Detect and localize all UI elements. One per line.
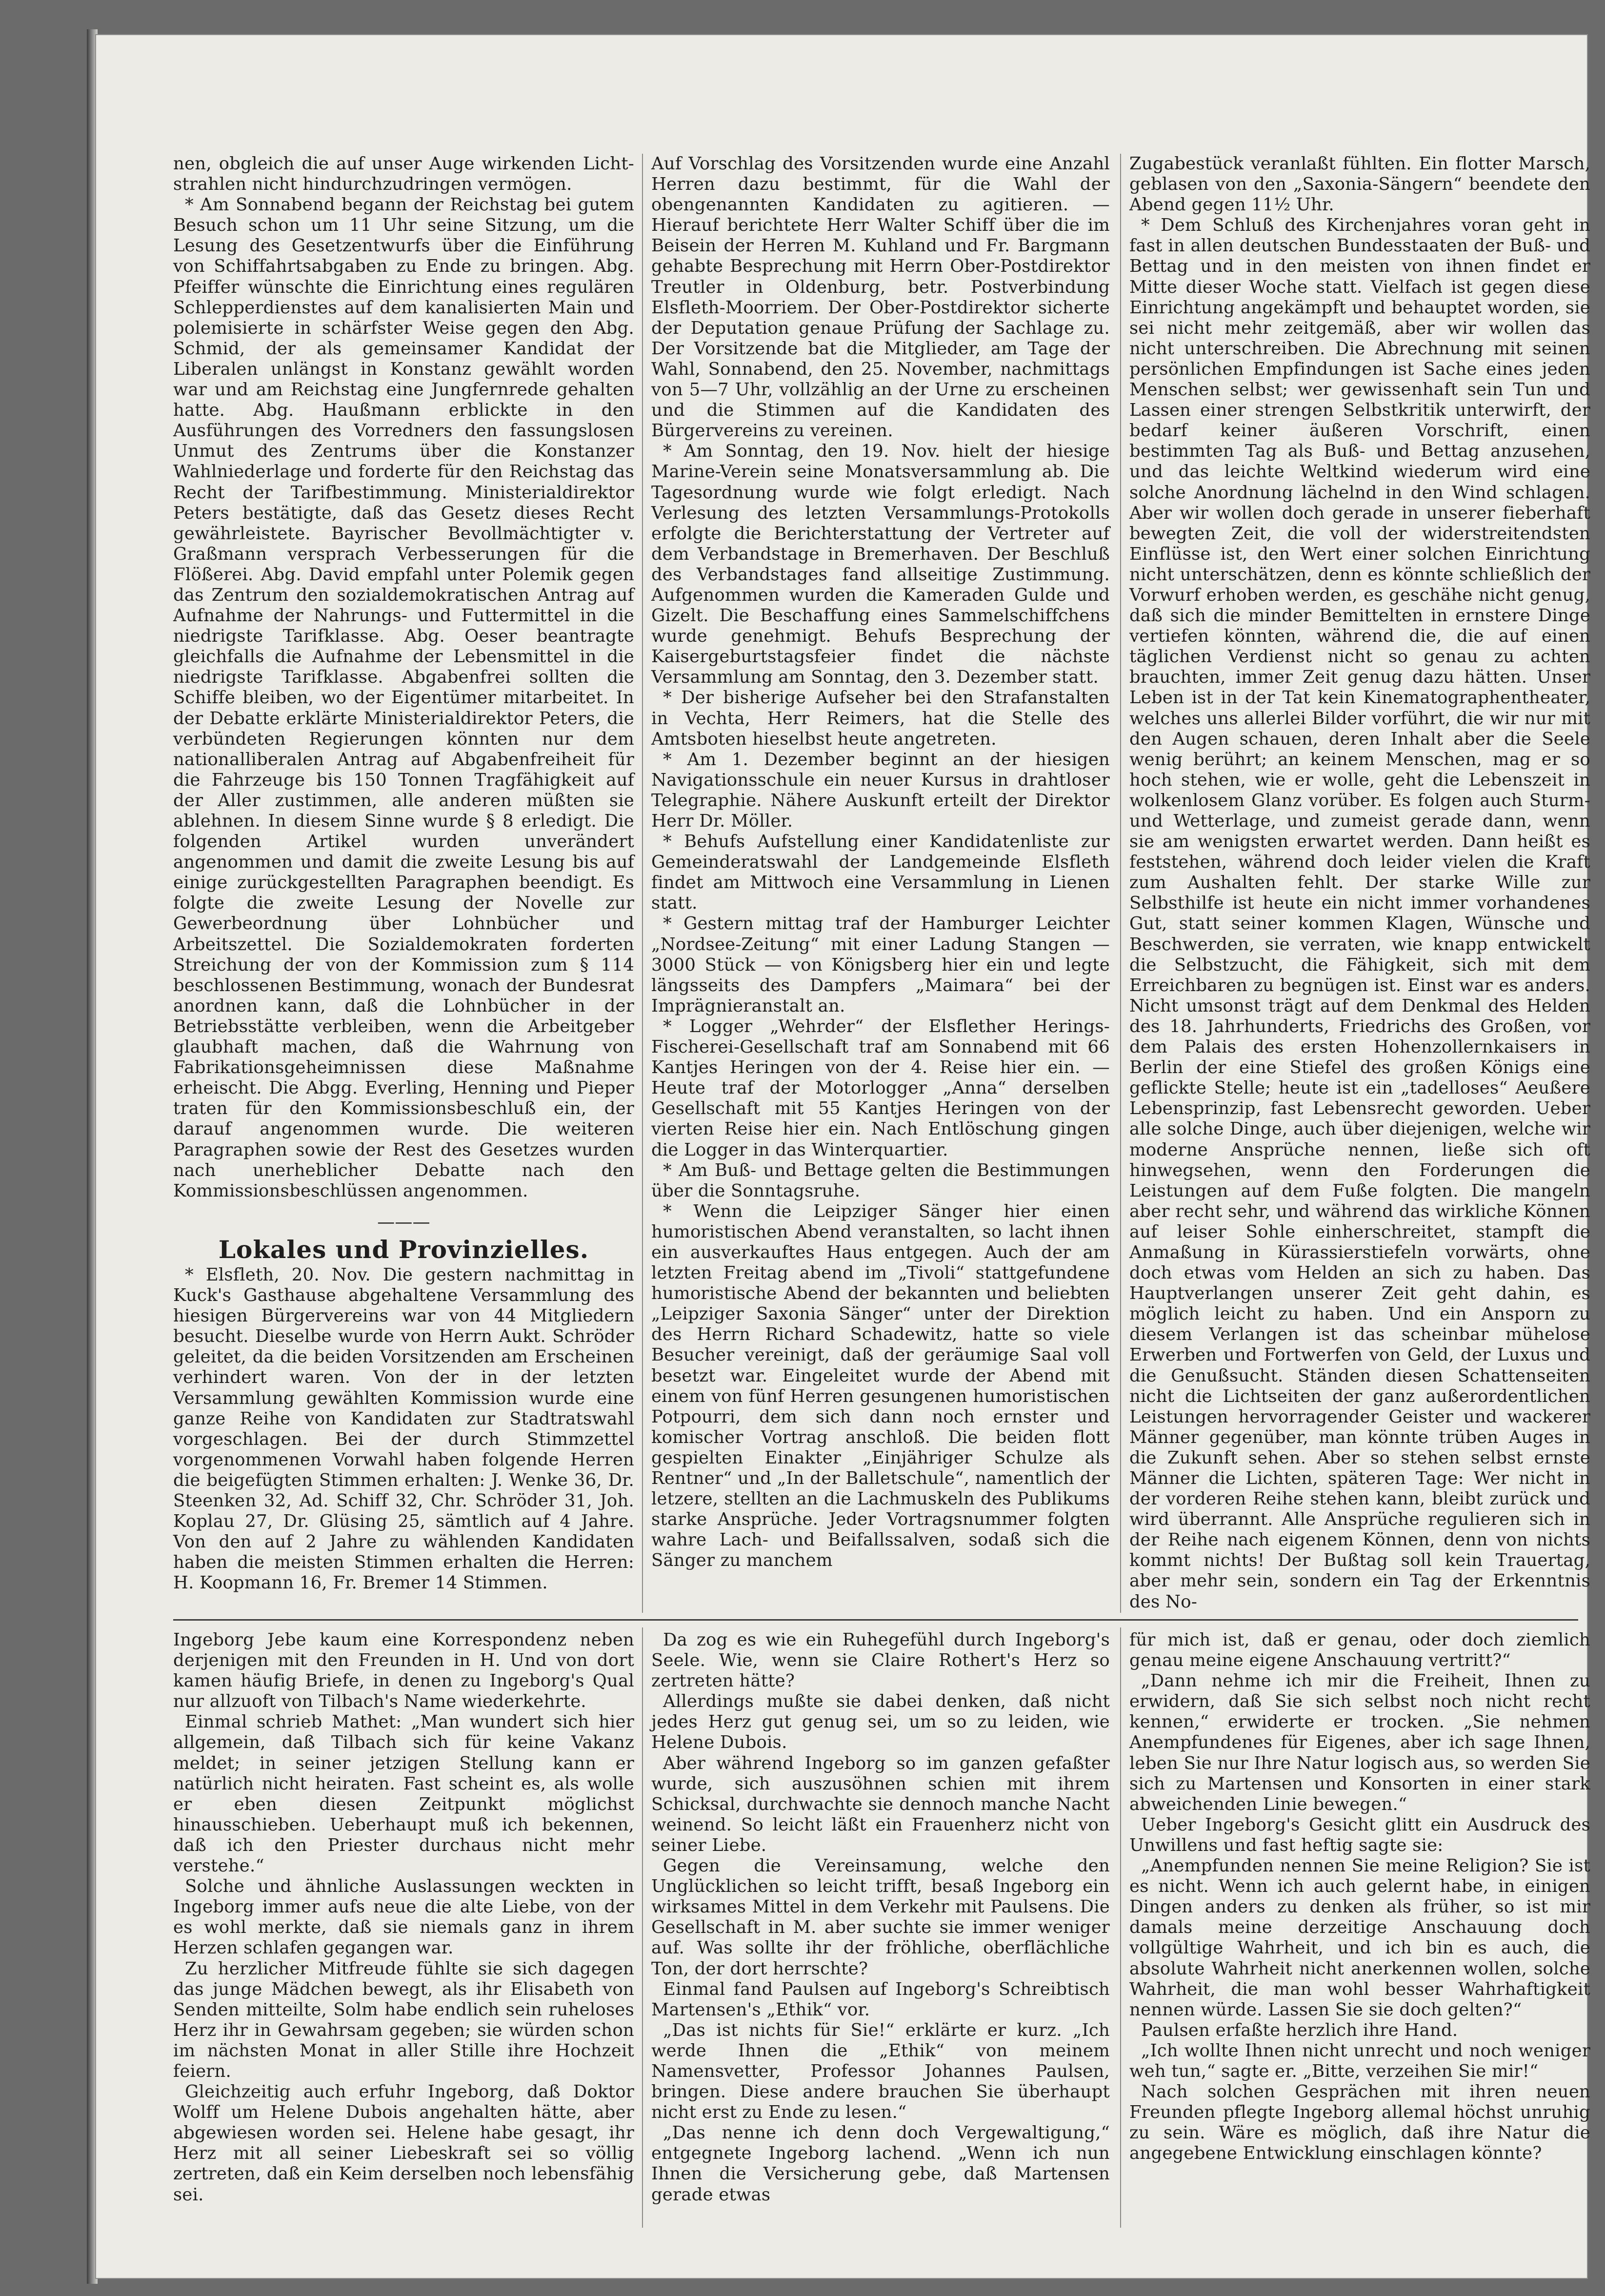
feuilleton-rule <box>173 1619 1578 1621</box>
story-paragraph: „Das ist nichts für Sie!“ erklärte er kurz. „Ich werde Ihnen die „Ethik“ von meinem Namensvetter, Professor Johannes Paulsen, bringen. Diese andere brauchen Sie überhaupt nicht erst zu Ende zu lesen.“ <box>651 2020 1110 2123</box>
column-divider <box>1120 1627 1121 2228</box>
story-paragraph: Ingeborg Jebe kaum eine Korrespondenz neben derjenigen mit den Freunden in H. Und von dort kamen häufig Briefe, in denen zu Ingeborg's Qual nur allzuoft von Tilbach's Name wiederkehrte. <box>173 1630 634 1712</box>
story-paragraph: „Dann nehme ich mir die Freiheit, Ihnen zu erwidern, daß Sie sich selbst noch nicht recht kennen,“ erwiderte er trocken. „Sie nehmen Anempfundenes für Eigenes, aber ich sage Ihnen, leben Sie nur Ihre Natur logisch aus, so werden Sie sich zu Martensen und Konsorten in einer stark abweichenden Linie bewegen.“ <box>1129 1671 1590 1814</box>
story-paragraph: Aber während Ingeborg so im ganzen gefaßter wurde, sich auszusöhnen schien mit ihrem Schicksal, durchwachte sie dennoch manche Nacht weinend. So leicht läßt ein Frauenherz nicht von seiner Liebe. <box>651 1753 1110 1855</box>
column-divider <box>1120 154 1121 1613</box>
upper-column-2 <box>651 154 1110 1571</box>
article-paragraph: Zugabestück veranlaßt fühlten. Ein flotter Marsch, geblasen von den „Saxonia-Sängern“ beendete den Abend gegen 11½ Uhr. <box>1129 154 1590 215</box>
story-paragraph: „Das nenne ich denn doch Vergewaltigung,“ entgegnete Ingeborg lachend. „Wenn ich nun Ihnen die Versicherung gebe, daß Martensen gerade etwas <box>651 2123 1110 2205</box>
story-paragraph: Paulsen erfaßte herzlich ihre Hand. <box>1141 2020 1458 2040</box>
story-paragraph: Einmal schrieb Mathet: „Man wundert sich hier allgemein, daß Tilbach sich für keine Vakanz meldet; in seiner jetzigen Stellung kann er natürlich nicht heiraten. Fast scheint es, als wolle er eben diesen Zeitpunkt möglichst hinausschieben. Ueberhaupt muß ich bekennen, daß ich den Priester durchaus nicht mehr verstehe.“ <box>173 1712 634 1876</box>
column-divider <box>642 154 643 1613</box>
article-paragraph: * Am Sonntag, den 19. Nov. hielt der hiesige Marine-Verein seine Monatsversammlung ab. Die Tagesordnung wurde wie folgt erledigt. Nach Verlesung des letzten Versammlungs-Protokolls erfolgte die Berichterstattung der Vertreter auf dem Verbandstage in Bremerhaven. Der Beschluß des Verbandstages fand allseitige Zustimmung. Aufgenommen wurden die Kameraden Gulde und Gizelt. Die Beschaffung eines Sammelschiffchens wurde genehmigt. Behufs Besprechung der Kaisergeburtstagsfeier findet die nächste Versammlung am Sonntag, den 3. Dezember statt. <box>651 441 1110 688</box>
article-paragraph: * Elsfleth, 20. Nov. Die gestern nachmittag in Kuck's Gasthause abgehaltene Versammlung des hiesigen Bürgervereins war von 44 Mitgliedern besucht. Dieselbe wurde von Herrn Aukt. Schröder geleitet, da die beiden Vorsitzenden am Erscheinen verhindert waren. Von der in der letzten Versammlung gewählten Kommission wurde eine ganze Reihe von Kandidaten zur Stadtratswahl vorgeschlagen. Bei der durch Stimmzettel vorgenommenen Vorwahl haben folgende Herren die beigefügten Stimmen erhalten: J. Wenke 36, Dr. Steenken 32, Ad. Schiff 32, Chr. Schröder 31, Joh. Koplau 27, Dr. Glüsing 25, sämtlich auf 4 Jahre. Von den auf 2 Jahre zu wählenden Kandidaten haben die meisten Stimmen erhalten die Herren: H. Koopmann 16, Fr. Bremer 14 Stimmen. <box>173 1264 634 1593</box>
article-paragraph: * Behufs Aufstellung einer Kandidatenliste zur Gemeinderatswahl der Landgemeinde Elsfleth findet am Mittwoch eine Versammlung in Lienen statt. <box>651 832 1110 914</box>
separator: ——— <box>377 1212 430 1232</box>
article-paragraph: * Am 1. Dezember beginnt an der hiesigen Navigationsschule ein neuer Kursus in drahtloser Telegraphie. Nähere Auskunft erteilt der Direktor Herr Dr. Möller. <box>651 749 1110 831</box>
upper-column-3 <box>1129 154 1590 1612</box>
story-paragraph: „Anempfunden nennen Sie meine Religion? Sie ist es nicht. Wenn ich auch gelernt habe, in einigen Dingen anders zu denken als früher, so ist mir damals meine derzeitige Anschauung doch vollgültige Wahrheit, und ich bin es auch, die absolute Wahrheit nicht anerkennen wollen, solche Wahrheit, die man wohl besser Wahrhaftigkeit nennen würde. Lassen Sie sie doch gelten?“ <box>1129 1856 1590 2020</box>
feuilleton-column-3 <box>1129 1630 1590 2164</box>
story-paragraph: Solche und ähnliche Auslassungen weckten in Ingeborg immer aufs neue die alte Liebe, von der es wohl merkte, daß sie niemals ganz in ihrem Herzen schlafen gegangen war. <box>173 1876 634 1958</box>
story-paragraph: Einmal fand Paulsen auf Ingeborg's Schreibtisch Martensen's „Ethik“ vor. <box>651 1979 1110 2020</box>
story-paragraph: Allerdings mußte sie dabei denken, daß nicht jedes Herz gut genug sei, um so zu leiden, wie Helene Dubois. <box>651 1691 1110 1753</box>
article-paragraph: * Logger „Wehrder“ der Elsflether Herings-Fischerei-Gesellschaft traf am Sonnabend mit 66 Kantjes Heringen von der 4. Reise hier ein. — Heute traf der Motorlogger „Anna“ derselben Gesellschaft mit 55 Kantjes Heringen von der vierten Reise hier ein. Nach Entlöschung gingen die Logger in das Winterquartier. <box>651 1016 1110 1160</box>
article-paragraph: * Wenn die Leipziger Sänger hier einen humoristischen Abend veranstalten, so lacht ihnen ein ausverkauftes Haus entgegen. Auch der am letzten Freitag abend im „Tivoli“ stattgefundene humoristische Abend der bekannten und beliebten „Leipziger Saxonia Sänger“ unter der Direktion des Herrn Richard Schadewitz, hatte so viele Besucher vereinigt, daß der geräumige Saal voll besetzt war. Eingeleitet wurde der Abend mit einem von fünf Herren gesungenen humoristischen Potpourri, dem sich dann noch ernster und komischer Vortrag anschloß. Die beiden flott gespielten Einakter „Einjähriger Schulze als Rentner“ und „In der Balletschule“, namentlich der letzere, stellten an die Lachmuskeln des Publikums starke Ansprüche. Jeder Vortragsnummer folgten wahre Lach- und Beifallssalven, sodaß sich die Sänger zu manchem <box>651 1201 1110 1571</box>
story-paragraph: Ueber Ingeborg's Gesicht glitt ein Ausdruck des Unwillens und fast heftig sagte sie: <box>1129 1814 1590 1855</box>
column-divider <box>642 1627 643 2228</box>
story-paragraph: Da zog es wie ein Ruhegefühl durch Ingeborg's Seele. Wie, wenn sie Claire Rothert's Herz so zertreten hätte? <box>651 1630 1110 1691</box>
story-paragraph: Zu herzlicher Mitfreude fühlte sie sich dagegen das junge Mädchen bewegt, als ihr Elisabeth von Senden mitteilte, Solm habe endlich sein ruheloses Herz ihr in Gewahrsam gegeben; sie würden schon im nächsten Monat in aller Stille ihre Hochzeit feiern. <box>173 1958 634 2081</box>
feuilleton-column-1 <box>173 1630 634 2205</box>
story-paragraph: für mich ist, daß er genau, oder doch ziemlich genau meine eigene Anschauung vertritt?“ <box>1129 1630 1590 1671</box>
upper-column-1 <box>173 154 634 1593</box>
article-paragraph: * Gestern mittag traf der Hamburger Leichter „Nordsee-Zeitung“ mit einer Ladung Stangen — 3000 Stück — von Königsberg hier ein und legte längsseits des Dampfers „Maimara“ bei der Imprägnieranstalt an. <box>651 914 1110 1016</box>
article-paragraph: * Der bisherige Aufseher bei den Strafanstalten in Vechta, Herr Reimers, hat die Stelle des Amtsboten hieselbst heute angetreten. <box>651 688 1110 749</box>
story-paragraph: „Ich wollte Ihnen nicht unrecht und noch weniger weh tun,“ sagte er. „Bitte, verzeihen Sie mir!“ <box>1129 2040 1590 2081</box>
article-paragraph: * Am Sonnabend begann der Reichstag bei gutem Besuch schon um 11 Uhr seine Sitzung, um die Lesung des Gesetzentwurfs über die Einführung von Schiffahrtsabgaben zu Ende zu bringen. Abg. Pfeiffer wünschte die Einrichtung eines regulären Schlepperdienstes auf dem kanalisierten Main und polemisierte in schärfster Weise gegen den Abg. Schmid, der als gemeinsamer Kandidat der Liberalen unlängst in Konstanz gewählt worden war und am Reichstag eine Jungfernrede gehalten hatte. Abg. Haußmann erblickte in den Ausführungen des Vorredners den fassungslosen Unmut des Zentrums über die Konstanzer Wahlniederlage und forderte für den Reichstag das Recht der Tarifbestimmung. Ministerialdirektor Peters bestätigte, daß das Gesetz dieses Recht gewährleistete. Bayrischer Bevollmächtigter v. Graßmann versprach Verbesserungen für die Flößerei. Abg. David empfahl unter Polemik gegen das Zentrum den sozialdemokratischen Antrag auf Aufnahme der Nahrungs- und Futtermittel in die niedrigste Tarifklasse. Abg. Oeser beantragte gleichfalls die Aufnahme der Lebensmittel in die niedrigste Tarifklasse. Abgabenfrei sollten die Schiffe bleiben, wo der Eigentümer mitarbeitet. In der Debatte erklärte Ministerialdirektor Peters, die verbündeten Regierungen könnten nur dem nationalliberalen Antrag auf Abgabenfreiheit für die Fahrzeuge bis 150 Tonnen Tragfähigkeit auf der Aller zustimmen, alle anderen müßten sie ablehnen. In diesem Sinne wurde § 8 erledigt. Die folgenden Artikel wurden unverändert angenommen und damit die zweite Lesung bis auf einige zurückgestellten Paragraphen beendigt. Es folgte die zweite Lesung der Novelle zur Gewerbeordnung über Lohnbücher und Arbeitszettel. Die Sozialdemokraten forderten Streichung der von der Kommission zum § 114 beschlossenen Bestimmung, wonach der Bundesrat anordnen kann, daß die Lohnbücher in der Betriebsstätte verbleiben, wenn die Arbeitgeber glaubhaft machen, daß die Wahrnung von Fabrikationsgeheimnissen diese Maßnahme erheischt. Die Abgg. Everling, Henning und Pieper traten für den Kommissionsbeschluß ein, der darauf angenommen wurde. Die weiteren Paragraphen sowie der Rest des Gesetzes wurden nach unerheblicher Debatte nach den Kommissionsbeschlüssen angenommen. <box>173 195 634 1201</box>
article-paragraph: * Am Buß- und Bettage gelten die Bestimmungen über die Sonntagsruhe. <box>651 1160 1110 1201</box>
article-paragraph: * Dem Schluß des Kirchenjahres voran geht in fast in allen deutschen Bundesstaaten der Buß- und Bettag und in den meisten von ihnen findet er Mitte dieser Woche statt. Vielfach ist gegen diese Einrichtung angekämpft und behauptet worden, sie sei nicht mehr zeitgemäß, aber wir wollen das nicht unterschreiben. Die Abrechnung mit seinen persönlichen Empfindungen ist Sache eines jeden Menschen selbst; wer gewissenhaft sein Tun und Lassen einer strengen Selbstkritik unterwirft, der bedarf keiner äußeren Vorschrift, einen bestimmten Tag als Buß- und Bettag anzusehen, und das leichte Weltkind wiederum wird eine solche Anordnung lächelnd in den Wind schlagen. Aber wir wollen doch gerade in unserer fieberhaft bewegten Zeit, die voll der widerstreitendsten Einflüsse ist, den Wert einer solchen Einrichtung nicht unterschätzen, denn es könnte schließlich der Vorwurf erhoben werden, es geschähe nicht genug, daß sich die minder Bemittelten in ernstere Dinge vertiefen könnten, während die, die auf einen täglichen Verdienst nicht so genau zu achten brauchten, immer Zeit genug dazu hätten. Unser Leben ist in der Tat kein Kinematographentheater, welches uns allerlei Bilder vorführt, die wir nur mit den Augen schauen, deren Inhalt aber die Seele wenig berührt; an keinem Menschen, mag er so hoch stehen, wie er wolle, geht die Lebenszeit in wolkenlosem Glanz vorüber. Es folgen auch Sturm- und Wetterlage, und zumeist gerade dann, wenn sie am wenigsten erwartet werden. Dann heißt es feststehen, während doch leider vielen die Kraft zum Aushalten fehlt. Der starke Wille zur Selbsthilfe ist heute ein nicht immer vorhandenes Gut, statt seiner kommen Klagen, Wünsche und Beschwerden, sie verraten, wie knapp entwickelt die Selbstzucht, die Fähigkeit, sich mit dem Erreichbaren zu begnügen ist. Einst war es anders. Nicht umsonst trägt auf dem Denkmal des Helden des 18. Jahrhunderts, Friedrichs des Großen, vor dem Palais des ersten Hohenzollernkaisers in Berlin der eine Stiefel des großen Königs eine geflickte Stelle; heute ist ein „tadelloses“ Aeußere Lebensprinzip, fast Lebensrecht geworden. Ueber alle solche Dinge, auch über diejenigen, welche wir moderne Ansprüche nennen, ließe sich oft hinwegsehen, wenn den Forderungen die Leistungen auf dem Fuße folgten. Die mangeln aber recht sehr, und während das wirkliche Können auf leiser Sohle einherschreitet, stampft die Anmaßung in Kürassierstiefeln vorwärts, ohne doch etwas vom Helden an sich zu haben. Das Hauptverlangen unserer Zeit geht dahin, es möglich leicht zu haben. Und ein Ansporn zu diesem Verlangen ist das scheinbar mühelose Erwerben und Fortwerfen von Geld, der Luxus und die Genußsucht. Ständen diesen Schattenseiten nicht die Lichtseiten der ganz außerordentlichen Leistungen hervorragender Geister und wackerer Männer gegenüber, man könnte trüben Auges in die Zukunft sehen. Aber so stehen selbst ernste Männer die Lichten, späteren Tage: Wer nicht in der vorderen Reihe stehen kann, bleibt zurück und wird überrannt. Alle Ansprüche regulieren sich in der Reihe nach eigenem Können, denn von nichts kommt nichts! Der Bußtag soll kein Trauertag, aber mehr sein, sondern ein Tag der Erkenntnis des No- <box>1129 215 1590 1612</box>
article-paragraph: Auf Vorschlag des Vorsitzenden wurde eine Anzahl Herren dazu bestimmt, für die Wahl der obengenannten Kandidaten zu agitieren. — Hierauf berichtete Herr Walter Schiff über die im Beisein der Herren M. Kuhland und Fr. Bargmann gehabte Besprechung mit Herrn Ober-Postdirektor Treutler in Oldenburg, betr. Postverbindung Elsfleth-Moorriem. Der Ober-Postdirektor sicherte der Deputation genaue Prüfung der Sachlage zu. Der Vorsitzende bat die Mitglieder, am Tage der Wahl, Sonnabend, den 25. November, nachmittags von 5—7 Uhr, vollzählig an der Urne zu erscheinen und die Stimmen auf die Kandidaten des Bürgervereins zu vereinen. <box>651 154 1110 441</box>
article-paragraph: nen, obgleich die auf unser Auge wirkenden Licht-strahlen nicht hindurchzudringen vermögen. <box>173 154 634 195</box>
story-paragraph: Gleichzeitig auch erfuhr Ingeborg, daß Doktor Wolff um Helene Dubois angehalten hätte, aber abgewiesen worden sei. Helene habe gesagt, ihr Herz mit all seiner Liebeskraft sei so völlig zertreten, daß ein Keim derselben noch lebensfähig sei. <box>173 2082 634 2205</box>
story-paragraph: Gegen die Vereinsamung, welche den Unglücklichen so leicht trifft, besaß Ingeborg ein wirksames Mittel in dem Verkehr mit Paulsens. Die Gesellschaft in M. aber suchte sie immer weniger auf. Was sollte ihr der fröhliche, oberflächliche Ton, der dort herrschte? <box>651 1856 1110 1979</box>
feuilleton-column-2 <box>651 1630 1110 2205</box>
story-paragraph: Nach solchen Gesprächen mit ihren neuen Freunden pflegte Ingeborg allemal höchst unruhig zu sein. Wäre es möglich, daß ihre Natur die angegebene Entwicklung einschlagen könnte? <box>1129 2082 1590 2164</box>
section-title: Lokales und Provinzielles. <box>218 1235 589 1264</box>
